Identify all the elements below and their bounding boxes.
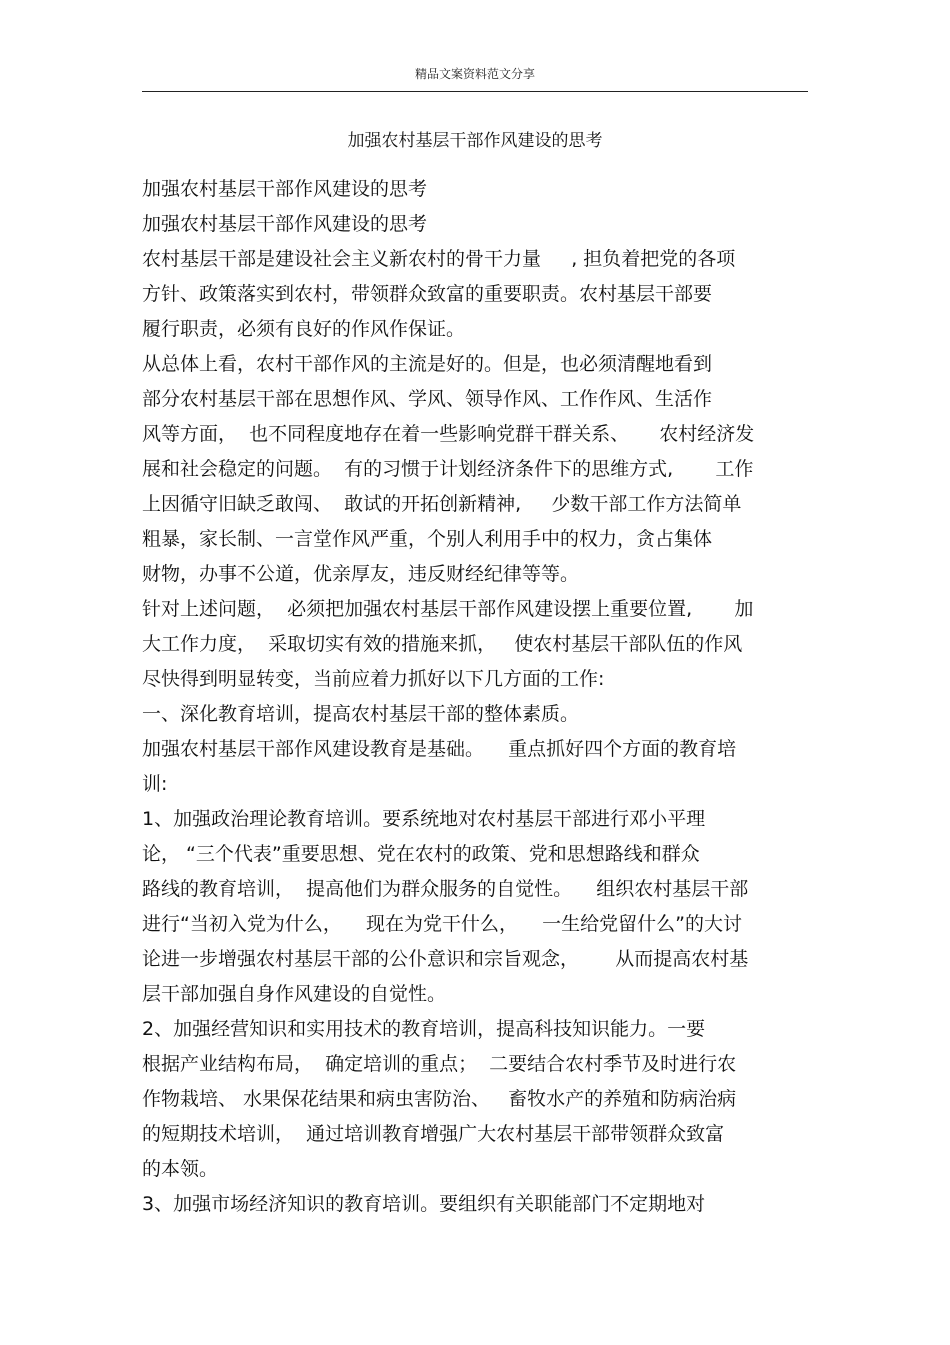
body-line: 从总体上看，农村干部作风的主流是好的。但是，也必须清醒地看到 <box>142 353 713 375</box>
document-body <box>142 172 808 1222</box>
page-header: 精品文案资料范文分享 <box>414 67 535 81</box>
body-line: 论进一步增强农村基层干部的公仆意识和宗旨观念， 从而提高农村基 <box>142 948 749 970</box>
document-title: 加强农村基层干部作风建设的思考 <box>347 131 603 151</box>
body-line: 风等方面， 也不同程度地存在着一些影响党群干群关系、 农村经济发 <box>142 423 755 445</box>
body-line: 1、加强政治理论教育培训。要系统地对农村基层干部进行邓小平理 <box>142 808 706 830</box>
body-line: 3、加强市场经济知识的教育培训。要组织有关职能部门不定期地对 <box>142 1193 706 1215</box>
body-line: 尽快得到明显转变，当前应着力抓好以下几方面的工作: <box>142 668 605 690</box>
body-line: 农村基层干部是建设社会主义新农村的骨干力量 , 担负着把党的各项 <box>142 248 736 270</box>
body-line: 论， “三个代表”重要思想、党在农村的政策、党和思想路线和群众 <box>142 843 700 865</box>
body-line: 的短期技术培训， 通过培训教育增强广大农村基层干部带领群众致富 <box>142 1123 725 1145</box>
body-line: 展和社会稳定的问题。 有的习惯于计划经济条件下的思维方式, 工作 <box>142 458 754 480</box>
body-line: 上因循守旧缺乏敢闯、 敢试的开拓创新精神, 少数干部工作方法简单 <box>142 493 742 515</box>
body-line: 履行职责，必须有良好的作风作保证。 <box>142 318 466 340</box>
body-line: 加强农村基层干部作风建设的思考 <box>142 178 428 200</box>
section-heading: 一、深化教育培训，提高农村基层干部的整体素质。 <box>142 703 580 725</box>
body-line: 加强农村基层干部作风建设的思考 <box>142 213 428 235</box>
body-line: 层干部加强自身作风建设的自觉性。 <box>142 983 447 1005</box>
body-line: 进行“当初入党为什么， 现在为党干什么， 一生给党留什么”的大讨 <box>142 913 743 935</box>
body-line: 训: <box>142 773 168 795</box>
body-line: 路线的教育培训， 提高他们为群众服务的自觉性。 组织农村基层干部 <box>142 878 749 900</box>
header-divider <box>142 91 808 92</box>
body-line: 作物栽培、 水果保花结果和病虫害防治、 畜牧水产的养殖和防病治病 <box>142 1088 737 1110</box>
body-line: 部分农村基层干部在思想作风、学风、领导作风、工作作风、生活作 <box>142 388 713 410</box>
body-line: 针对上述问题， 必须把加强农村基层干部作风建设摆上重要位置, 加 <box>142 598 754 620</box>
body-line: 加强农村基层干部作风建设教育是基础。 重点抓好四个方面的教育培 <box>142 738 737 760</box>
body-line: 方针、政策落实到农村，带领群众致富的重要职责。农村基层干部要 <box>142 283 713 305</box>
body-line: 大工作力度， 采取切实有效的措施来抓， 使农村基层干部队伍的作风 <box>142 633 743 655</box>
body-line: 粗暴，家长制、一言堂作风严重，个别人利用手中的权力，贪占集体 <box>142 528 713 550</box>
body-line: 的本领。 <box>142 1158 219 1180</box>
body-line: 财物，办事不公道，优亲厚友，违反财经纪律等等。 <box>142 563 580 585</box>
body-line: 2、加强经营知识和实用技术的教育培训，提高科技知识能力。一要 <box>142 1018 706 1040</box>
body-line: 根据产业结构布局， 确定培训的重点； 二要结合农村季节及时进行农 <box>142 1053 737 1075</box>
